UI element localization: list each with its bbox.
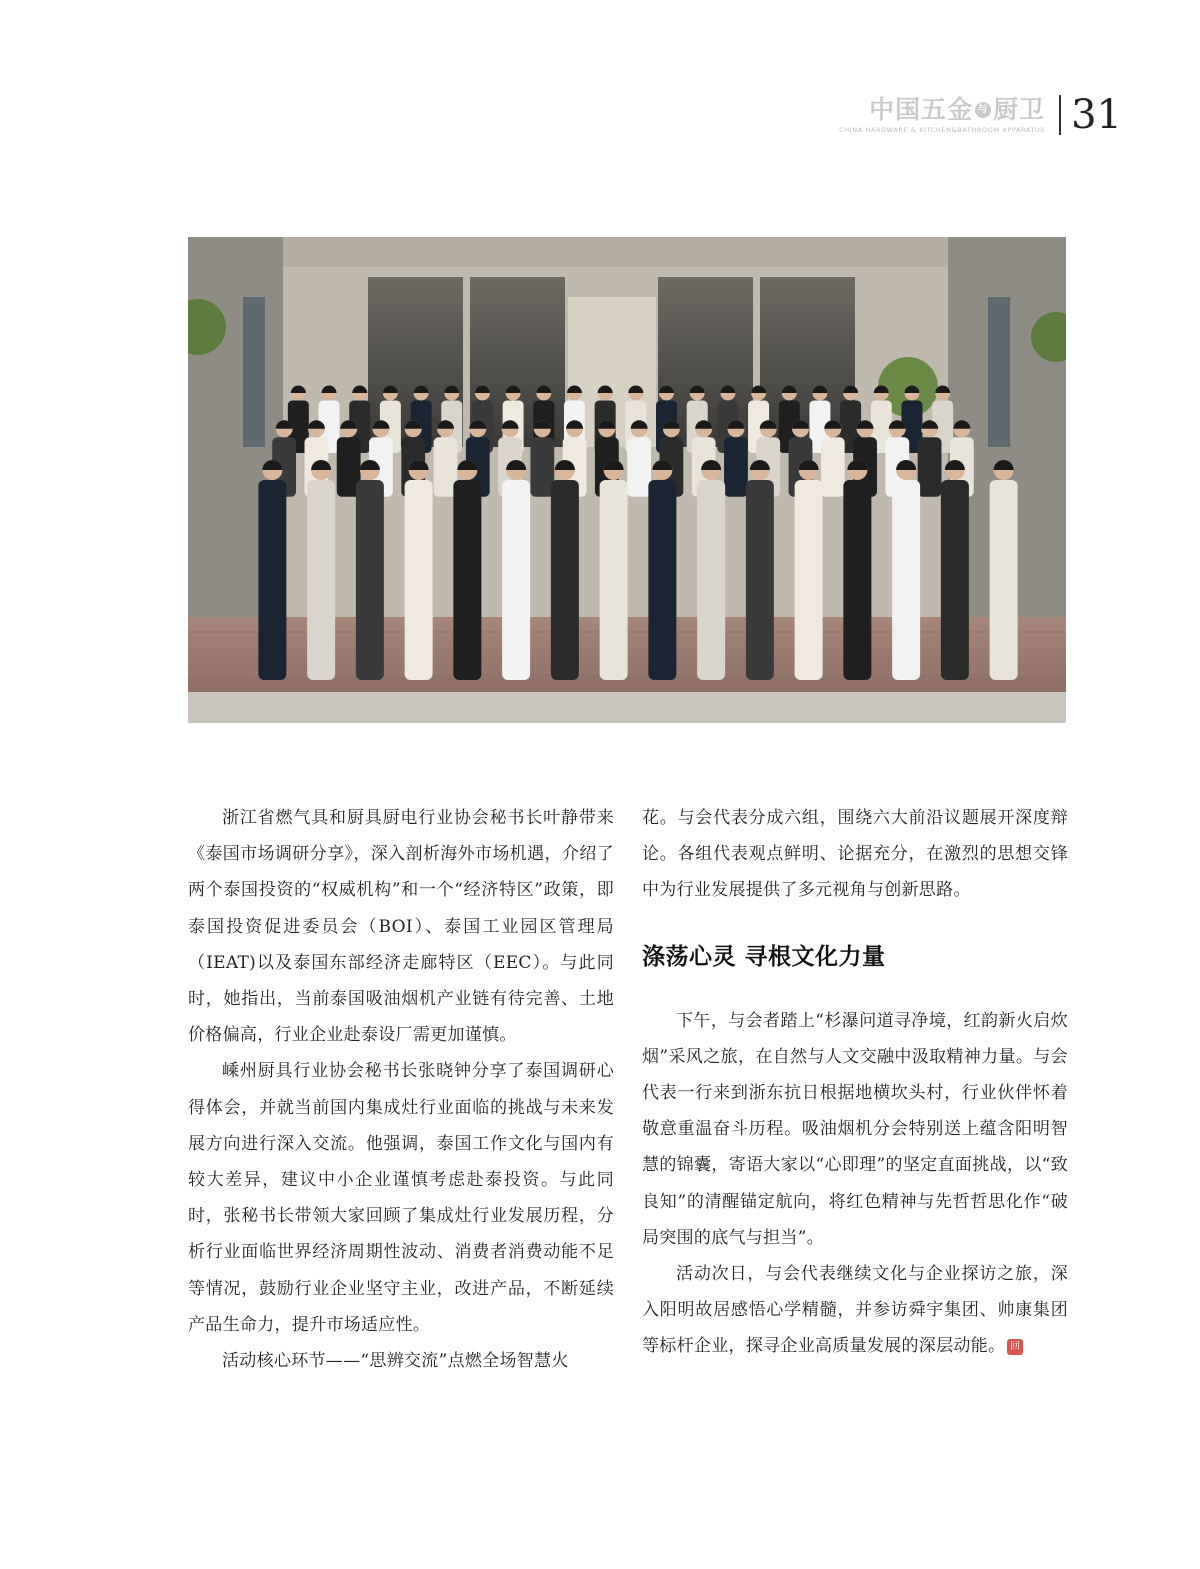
person-body [746, 480, 774, 680]
header-divider [1059, 95, 1061, 135]
person-body [843, 480, 871, 680]
person-body [405, 480, 433, 680]
page-header [839, 92, 1122, 138]
person-body [530, 437, 554, 497]
group-photo [188, 237, 1066, 723]
right-column [642, 800, 1068, 1365]
left-column [188, 800, 614, 1379]
logo-title: 中国五金 与 厨卫 [869, 95, 1046, 124]
paragraph-2: 嵊州厨具行业协会秘书长张晓钟分享了泰国调研心得体会，并就当前国内集成灶行业面临的挑战与未来发展方向进行深入交流。他强调，泰国工作文化与国内有较大差异，建议中小企业谨慎考虑赴泰投资。与此同时，张秘书长带领大家回顾了集成灶行业发展历程，分析行业面临世界经济周期性波动、消费者消费动能不足等情况，鼓励行业企业坚守主业，改进产品，不断延续产品生命力，提升市场适应性。 [188, 1061, 614, 1335]
person-body [453, 480, 481, 680]
person-body [258, 480, 286, 680]
paragraph-3: 活动核心环节——“思辨交流”点燃全场智慧火 [222, 1351, 569, 1372]
person-body [551, 480, 579, 680]
person-body [892, 480, 920, 680]
group-photo-icon [188, 237, 1066, 723]
person-body [990, 480, 1018, 680]
logo-subtitle: CHINA HARDWARE & KITCHEN&BATHROOM APPARATUS [839, 126, 1046, 134]
person-body [648, 480, 676, 680]
paragraph-1: 浙江省燃气具和厨具厨电行业协会秘书长叶静带来《泰国市场调研分享》，深入剖析海外市场机遇，介绍了两个泰国投资的“权威机构”和一个“经济特区”政策，即泰国投资促进委员会（BOI）、泰国工业园区管理局（IEAT)以及泰国东部经济走廊特区（EEC）。与此同时，她指出，当前泰国吸油烟机产业链有待完善、土地价格偏高，行业企业赴泰设厂需更加谨慎。 [188, 808, 614, 1046]
person-body [941, 480, 969, 680]
page-number: 31 [1071, 92, 1122, 138]
person-body [795, 480, 823, 680]
person-body [697, 480, 725, 680]
person-body [627, 437, 651, 497]
paragraph-continuation: 花。与会代表分成六组，围绕六大前沿议题展开深度辩论。各组代表观点鲜明、论据充分，在激烈的思想交锋中为行业发展提供了多元视角与创新思路。 [642, 808, 1068, 901]
person-body [307, 480, 335, 680]
person-body [918, 437, 942, 497]
person-body [724, 437, 748, 497]
end-mark-icon: 回 [1007, 1339, 1023, 1355]
paragraph-5: 活动次日，与会代表继续文化与企业探访之旅，深入阳明故居感悟心学精髓，并参访舜宇集团、帅康集团等标杆企业，探寻企业高质量发展的深层动能。 回 [642, 1264, 1068, 1357]
magazine-logo [839, 96, 1045, 134]
person-body [502, 480, 530, 680]
person-body [600, 480, 628, 680]
section-title: 涤荡心灵 寻根文化力量 [642, 943, 886, 970]
person-body [821, 437, 845, 497]
paragraph-4: 下午，与会者踏上“杉瀑问道寻净境，红韵新火启炊烟”采风之旅，在自然与人文交融中汲取精神力量。与会代表一行来到浙东抗日根据地横坎头村，行业伙伴怀着敬意重温奋斗历程。吸油烟机分会特别送上蕴含阳明智慧的锦囊，寄语大家以“心即理”的坚定直面挑战，以“致良知”的清醒锚定航向，将红色精神与先哲哲思化作“破局突围的底气与担当”。 [642, 1010, 1068, 1248]
logo-amp-icon: 与 [975, 102, 991, 118]
person-body [356, 480, 384, 680]
